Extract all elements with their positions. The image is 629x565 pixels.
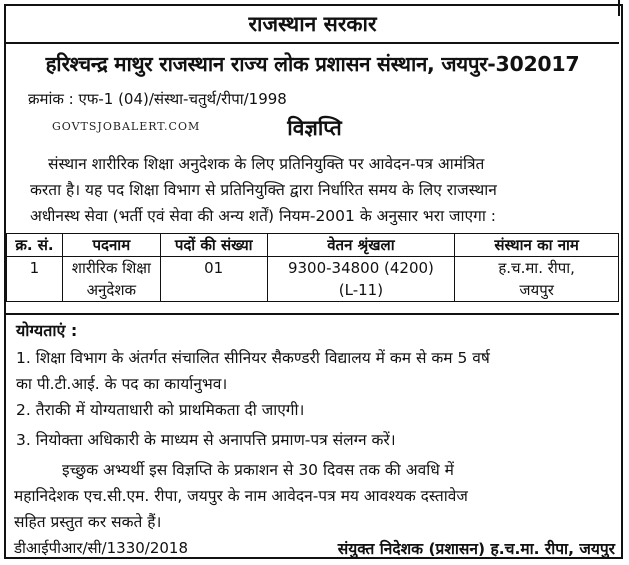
cell-pay: [267, 257, 455, 302]
pay-line-2: (L-11): [338, 281, 384, 299]
col-count: पदों की संख्या: [160, 234, 267, 257]
qualification-1-line-1: 1. शिक्षा विभाग के अंतर्गत संचालित सीनियर सैकण्डरी विद्यालय में कम से कम 5 वर्ष: [16, 349, 490, 367]
qualification-3: 3. नियोक्ता अधिकारी के माध्यम से अनापत्ति प्रमाण-पत्र संलग्न करें।: [16, 431, 396, 449]
closing-line-2: महानिदेशक एच.सी.एम. रीपा, जयपुर के नाम आवेदन-पत्र मय आवश्यक दस्तावेज: [14, 487, 468, 505]
col-post: पदनाम: [62, 234, 160, 257]
col-institute: संस्थान का नाम: [455, 234, 619, 257]
posts-table: [6, 233, 619, 302]
qualification-2: 2. तैराकी में योग्यताधारी को प्राथमिकता दी जाएगी।: [16, 401, 305, 419]
signatory: संयुक्त निदेशक (प्रशासन) ह.च.मा. रीपा, जयपुर: [337, 540, 615, 558]
col-pay: वेतन श्रृंखला: [267, 234, 455, 257]
post-line-2: अनुदेशक: [86, 281, 137, 299]
institute-heading: हरिश्चन्द्र माथुर राजस्थान राज्य लोक प्रशासन संस्थान, जयपुर-302017: [45, 52, 580, 76]
post-line-1: शारीरिक शिक्षा: [71, 259, 151, 277]
qualification-1-line-2: का पी.टी.आई. के पद का कार्यानुभव।: [16, 375, 228, 393]
institute-line-2: जयपुर: [519, 281, 554, 299]
col-serial: क्र. सं.: [7, 234, 63, 257]
table-header-row: [7, 234, 619, 257]
cell-serial: [7, 257, 63, 302]
cell-institute: [455, 257, 619, 302]
closing-line-3: सहित प्रस्तुत कर सकते हैं।: [14, 513, 162, 531]
cell-count: [160, 257, 267, 302]
cell-post: [62, 257, 160, 302]
section-divider: [6, 313, 619, 315]
notice-title: विज्ञप्ति: [287, 116, 342, 140]
corner-mark: [618, 0, 627, 16]
government-heading: [6, 6, 619, 44]
reference-number: क्रमांक : एफ-1 (04)/संस्था-चतुर्थ/रीपा/1998: [28, 90, 287, 108]
pay-line-1: 9300-34800 (4200): [287, 259, 434, 277]
government-name: राजस्थान सरकार: [248, 12, 377, 36]
table-row: [7, 257, 619, 302]
intro-line-3: अधीनस्थ सेवा (भर्ती एवं सेवा की अन्य शर्तें) नियम-2001 के अनुसार भरा जाएगा :: [30, 207, 497, 225]
intro-line-1: संस्थान शारीरिक शिक्षा अनुदेशक के लिए प्रतिनियुक्ति पर आवेदन-पत्र आमंत्रित: [48, 155, 485, 173]
serial-value: 1: [29, 259, 40, 277]
institute-line-1: ह.च.मा. रीपा,: [498, 259, 575, 277]
count-value: 01: [204, 259, 224, 277]
watermark-text: GOVTSJOBALERT.COM: [52, 120, 201, 133]
dipr-code: डीआईपीआर/सी/1330/2018: [14, 539, 189, 557]
intro-line-2: करता है। यह पद शिक्षा विभाग से प्रतिनियुक्ति द्वारा निर्धारित समय के लिए राजस्थान: [30, 181, 497, 199]
closing-line-1: इच्छुक अभ्यर्थी इस विज्ञप्ति के प्रकाशन से 30 दिवस तक की अवधि में: [62, 461, 454, 479]
qualifications-title: योग्यताएं :: [16, 321, 78, 340]
